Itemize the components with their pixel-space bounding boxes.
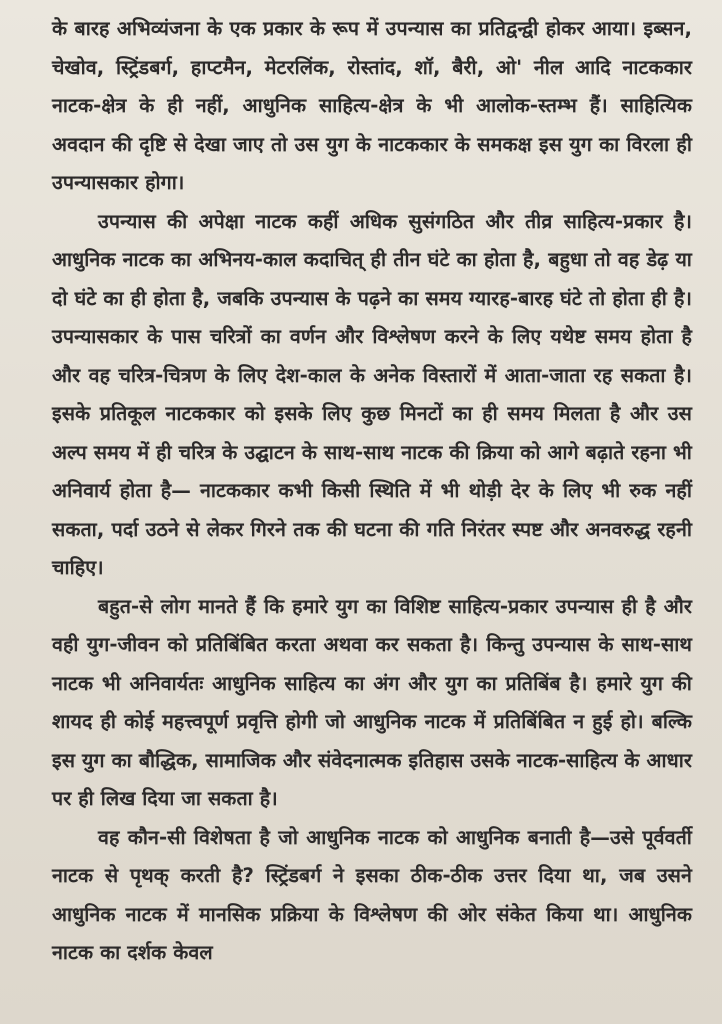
paragraph-4: वह कौन-सी विशेषता है जो आधुनिक नाटक को आधुनिक बनाती है—उसे पूर्ववर्ती नाटक से पृथक् करती है? स्ट्रिंडबर्ग ने इसका ठीक-ठीक उत्तर दिया था, जब उसने आधुनिक नाटक में मानसिक प्रक्रिया के विश्लेषण की ओर संकेत किया था। आधुनिक नाटक का दर्शक केवल	[52, 825, 692, 964]
paragraph-2: उपन्यास की अपेक्षा नाटक कहीं अधिक सुसंगठित और तीव्र साहित्य-प्रकार है। आधुनिक नाटक का अभिनय-काल कदाचित् ही तीन घंटे का होता है, बहुधा तो वह डेढ़ या दो घंटे का ही होता है, जबकि उपन्यास के पढ़ने का समय ग्यारह-बारह घंटे तो होता ही है। उपन्यासकार के पास चरित्रों का वर्णन और विश्लेषण करने के लिए यथेष्ट समय होता है और वह चरित्र-चित्रण के लिए देश-काल के अनेक विस्तारों में आता-जाता रह सकता है। इसके प्रतिकूल नाटककार को इसके लिए कुछ मिनटों का ही समय मिलता है और उस अल्प समय में ही चरित्र के उद्घाटन के साथ-साथ नाटक की क्रिया को आगे बढ़ाते रहना भी अनिवार्य होता है— नाटककार कभी किसी स्थिति में भी थोड़ी देर के लिए भी रुक नहीं सकता, पर्दा उठने से लेकर गिरने तक की घटना की गति निरंतर स्पष्ट और अनवरुद्ध रहनी चाहिए।	[52, 209, 692, 579]
paragraph-1: के बारह अभिव्यंजना के एक प्रकार के रूप में उपन्यास का प्रतिद्वन्द्वी होकर आया। इब्सन, चेखोव, स्ट्रिंडबर्ग, हाप्टमैन, मेटरलिंक, रोस्तांद, शॉ, बैरी, ओ' नील आदि नाटककार नाटक-क्षेत्र के ही नहीं, आधुनिक साहित्य-क्षेत्र के भी आलोक-स्तम्भ हैं। साहित्यिक अवदान की दृष्टि से देखा जाए तो उस युग के नाटककार के समकक्ष इस युग का विरला ही उपन्यासकार होगा।	[52, 17, 692, 194]
paragraph-3: बहुत-से लोग मानते हैं कि हमारे युग का विशिष्ट साहित्य-प्रकार उपन्यास ही है और वही युग-जीवन को प्रतिबिंबित करता अथवा कर सकता है। किन्तु उपन्यास के साथ-साथ नाटक भी अनिवार्यतः आधुनिक साहित्य का अंग और युग का प्रतिबिंब है। हमारे युग की शायद ही कोई महत्त्वपूर्ण प्रवृत्ति होगी जो आधुनिक नाटक में प्रतिबिंबित न हुई हो। बल्कि इस युग का बौद्धिक, सामाजिक और संवेदनात्मक इतिहास उसके नाटक-साहित्य के आधार पर ही लिख दिया जा सकता है।	[52, 594, 692, 810]
